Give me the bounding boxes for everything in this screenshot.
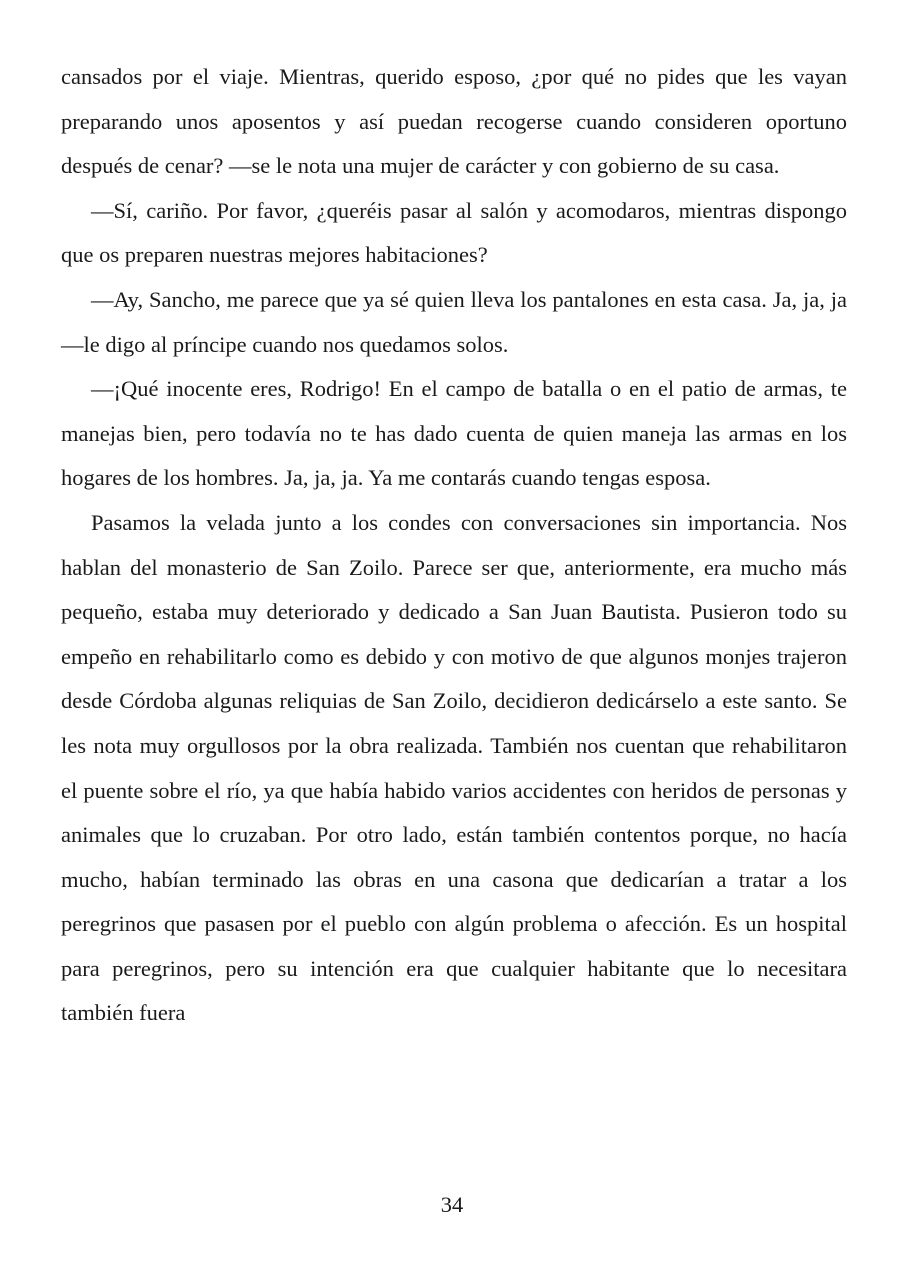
- paragraph-dialogue-condesa: —Sí, cariño. Por favor, ¿queréis pasar al salón y acomodaros, mientras dispongo que os preparen nuestras mejores habitaciones?: [61, 197, 847, 268]
- paragraph-dialogue-rodrigo: —Ay, Sancho, me parece que ya sé quien lleva los pantalones en esta casa. Ja, ja, ja —le digo al príncipe cuando nos quedamos solos.: [61, 286, 847, 357]
- page-body: [61, 55, 847, 1036]
- paragraph-narrative: Pasamos la velada junto a los condes con conversaciones sin importancia. Nos hablan del monasterio de San Zoilo. Parece ser que, anteriormente, era mucho más pequeño, estaba muy deteriorado y dedicado a San Juan Bautista. Pusieron todo su empeño en rehabilitarlo como es debido y con motivo de que algunos monjes trajeron desde Córdoba algunas reliquias de San Zoilo, decidieron dedicárselo a este santo. Se les nota muy orgullosos por la obra realizada. También nos cuentan que rehabilitaron el puente sobre el río, ya que había habido varios accidentes con heridos de personas y animales que lo cruzaban. Por otro lado, están también contentos porque, no hacía mucho, habían terminado las obras en una casona que dedicarían a tratar a los peregrinos que pasasen por el pueblo con algún problema o afección. Es un hospital para peregrinos, pero su intención era que cualquier habitante que lo necesitara también fuera: [61, 509, 847, 1026]
- paragraph-dialogue-sancho: —¡Qué inocente eres, Rodrigo! En el campo de batalla o en el patio de armas, te manejas bien, pero todavía no te has dado cuenta de quien maneja las armas en los hogares de los hombres. Ja, ja, ja. Ya me contarás cuando tengas esposa.: [61, 376, 847, 491]
- page-number: 34: [440, 1192, 464, 1217]
- paragraph-continuation: cansados por el viaje. Mientras, querido esposo, ¿por qué no pides que les vayan preparando unos aposentos y así puedan recogerse cuando consideren oportuno después de cenar? —se le nota una mujer de carácter y con gobierno de su casa.: [61, 64, 847, 179]
